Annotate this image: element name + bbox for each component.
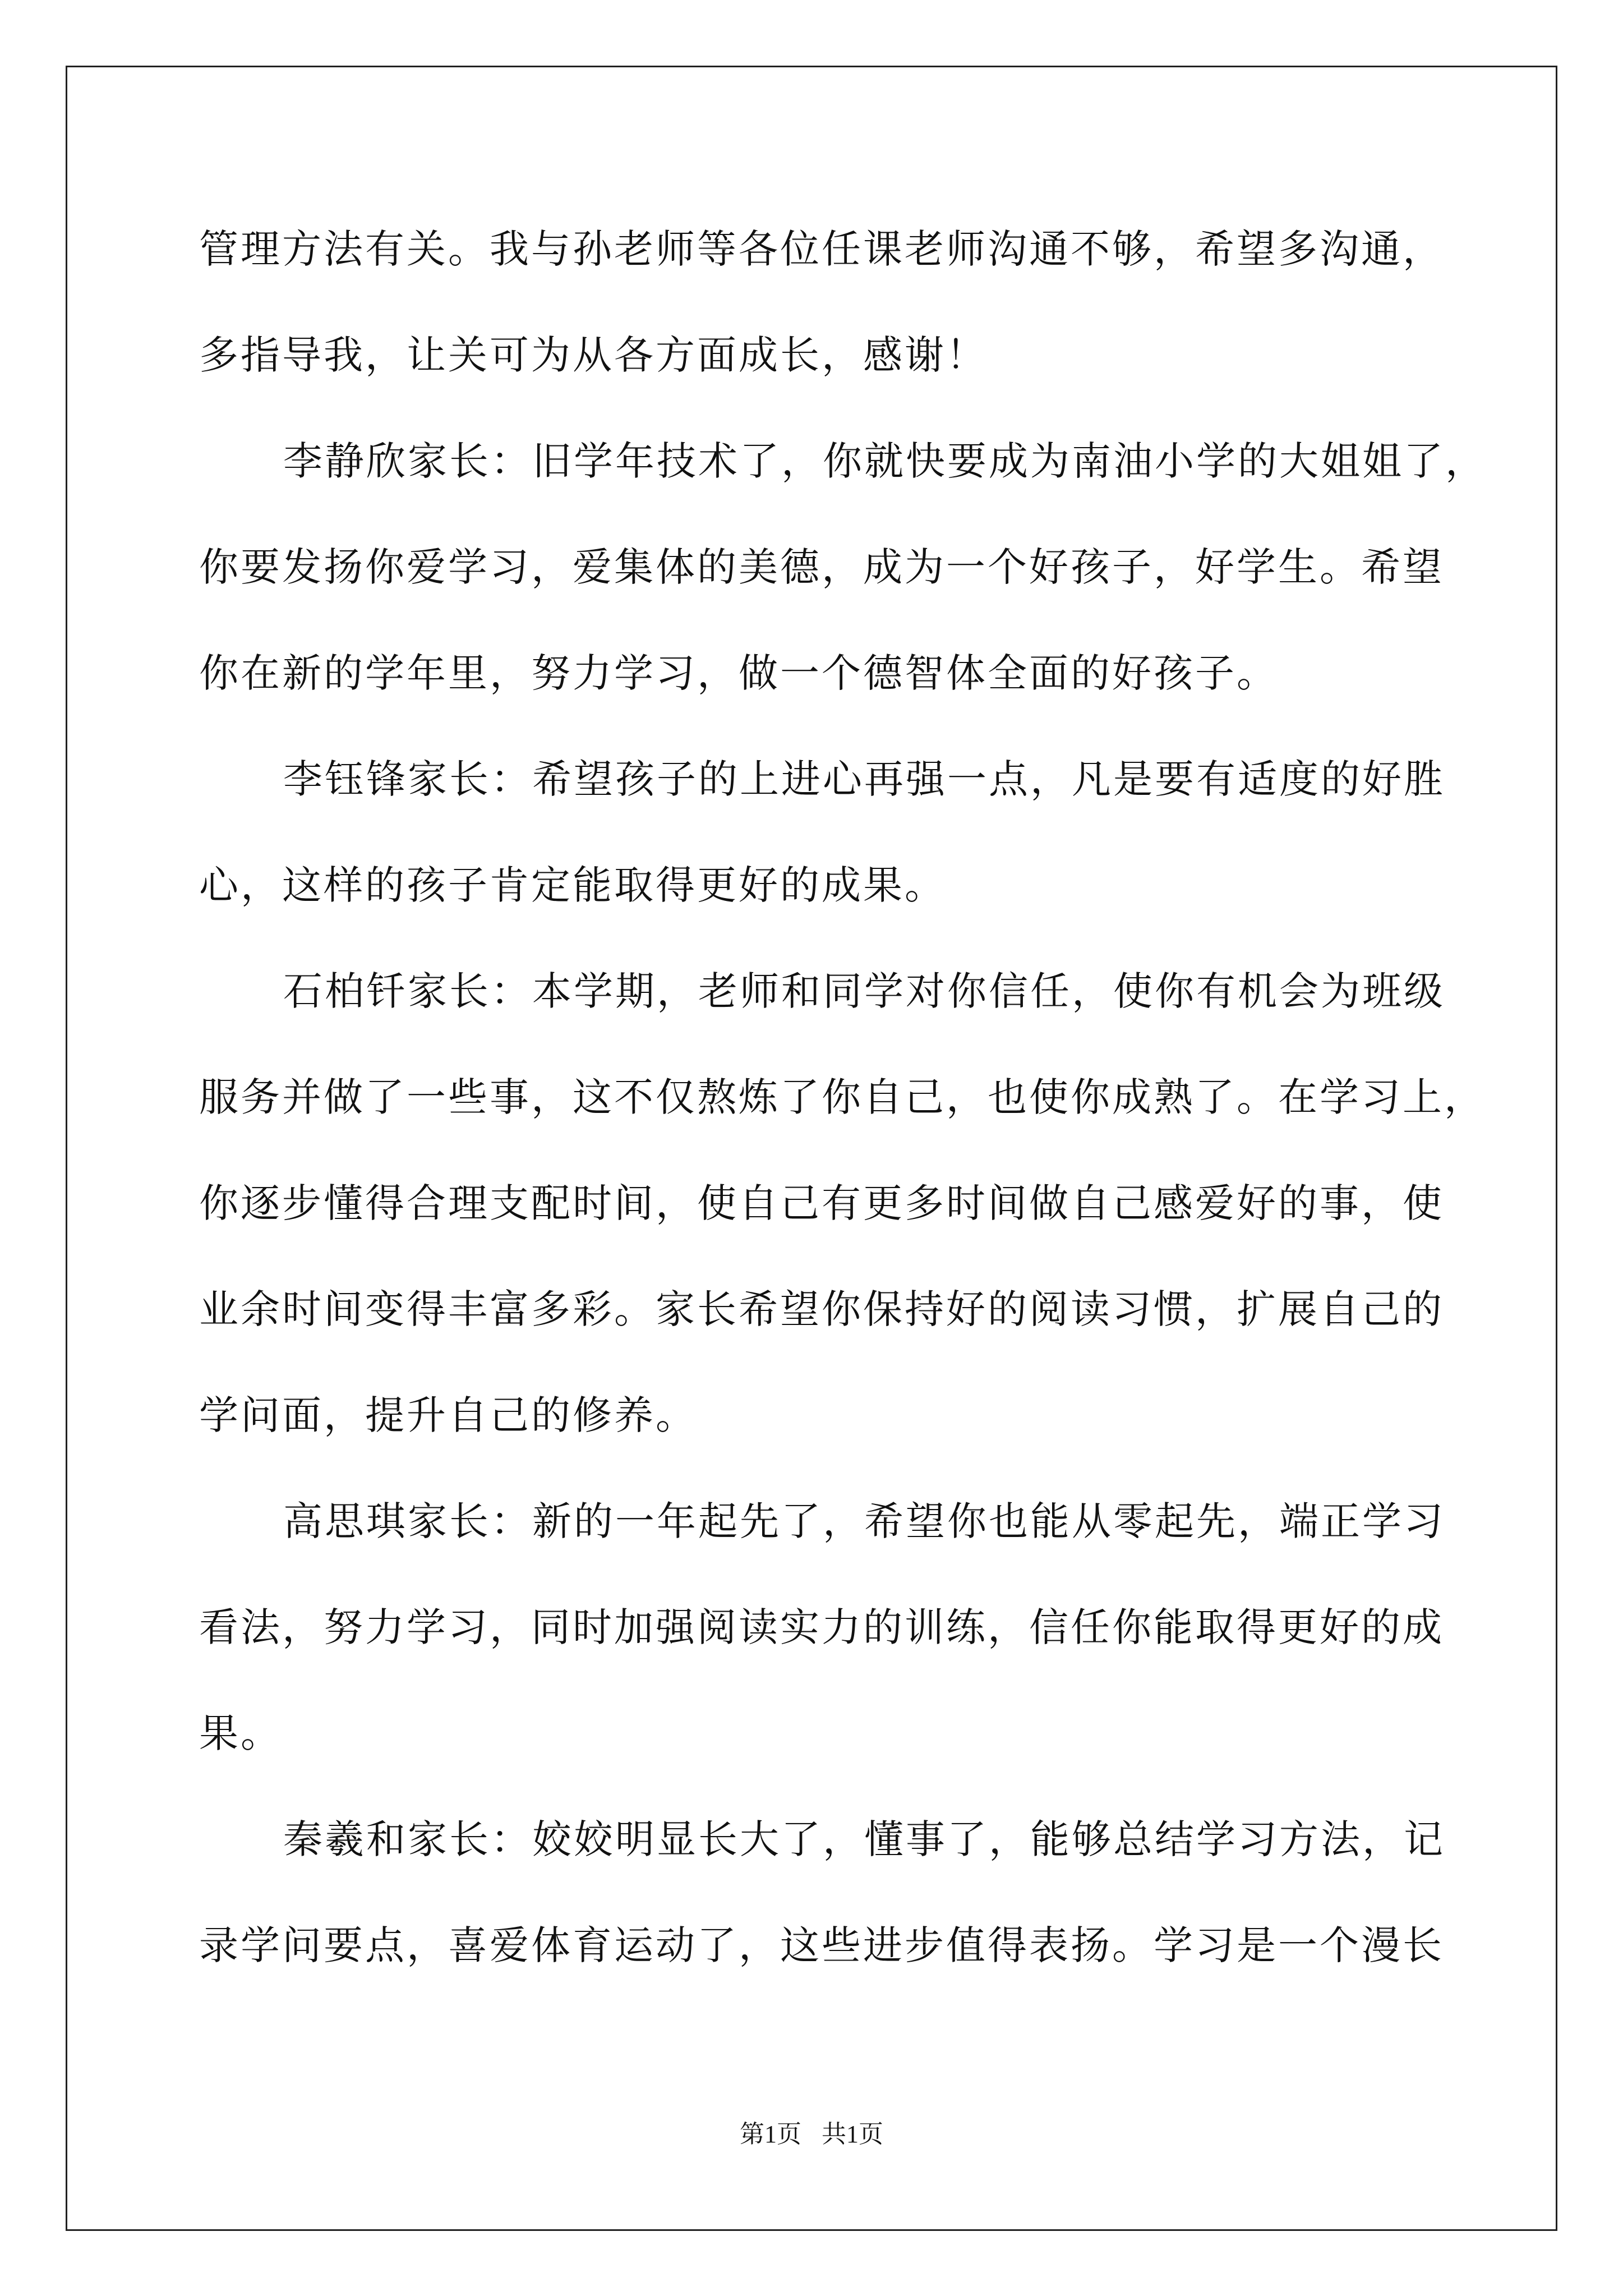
page-total: 共1页 [822,2120,883,2148]
page-number: 第1页 [740,2120,801,2148]
text-line: 看法，努力学习，同时加强阅读实力的训练，信任你能取得更好的成 [199,1604,1444,1650]
paragraph-start-line: 石柏钎家长：本学期，老师和同学对你信任，使你有机会为班级 [283,968,1445,1014]
page-footer [0,2114,1623,2150]
text-line: 果。 [199,1710,282,1756]
paragraph-start-line: 李静欣家长：旧学年技术了，你就快要成为南油小学的大姐姐了， [283,438,1487,484]
paragraph-start-line: 高思琪家长：新的一年起先了，希望你也能从零起先，端正学习 [283,1498,1445,1544]
text-line: 你要发扬你爱学习，爱集体的美德，成为一个好孩子，好学生。希望 [199,544,1444,590]
text-line: 心，这样的孩子肯定能取得更好的成果。 [199,862,946,908]
text-line: 你逐步懂得合理支配时间，使自己有更多时间做自己感爱好的事，使 [199,1180,1444,1226]
text-line: 录学问要点，喜爱体育运动了，这些进步值得表扬。学习是一个漫长 [199,1922,1444,1968]
text-line: 业余时间变得丰富多彩。家长希望你保持好的阅读习惯，扩展自己的 [199,1286,1444,1332]
text-line: 服务并做了一些事，这不仅熬炼了你自己，也使你成熟了。在学习上， [199,1074,1486,1120]
text-line: 学问面，提升自己的修养。 [199,1392,697,1438]
text-line: 多指导我，让关可为从各方面成长，感谢！ [199,332,988,378]
paragraph-start-line: 秦羲和家长：姣姣明显长大了，懂事了，能够总结学习方法，记 [283,1816,1445,1862]
document-body [199,216,1487,2018]
text-line: 你在新的学年里，努力学习，做一个德智体全面的好孩子。 [199,650,1278,696]
paragraph-start-line: 李钰锋家长：希望孩子的上进心再强一点，凡是要有适度的好胜 [283,756,1445,802]
text-line: 管理方法有关。我与孙老师等各位任课老师沟通不够，希望多沟通， [199,226,1444,272]
